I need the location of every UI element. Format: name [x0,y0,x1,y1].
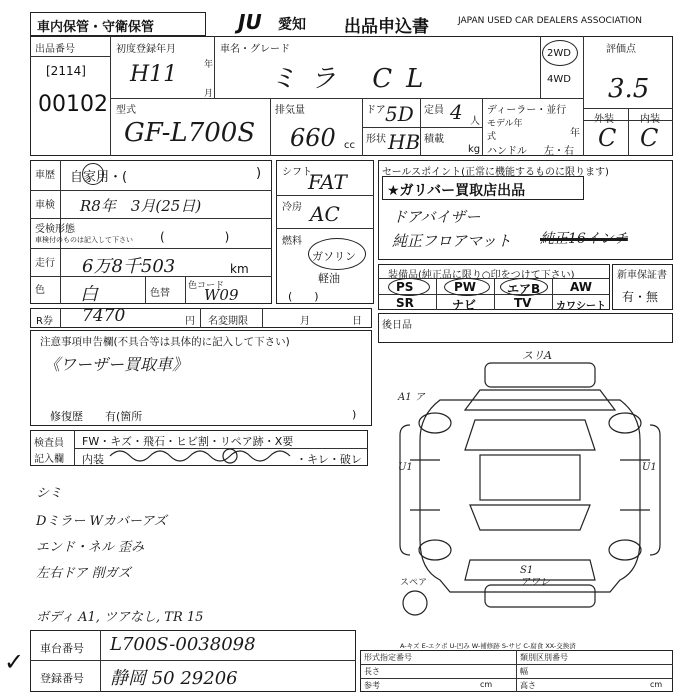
name-change-month: 月 [300,316,310,327]
equipment-item: ナビ [452,298,477,312]
inspector-label1: 検査員 [34,438,64,449]
shape-cert-label: 形式指定番号 [364,653,412,662]
sales-banner [382,176,584,200]
mileage-label: 走行 [35,258,55,269]
model-value: GF-L700S [124,118,256,148]
ju-logo-text: JU [238,10,262,34]
registration-value: 静岡 50 29206 [110,668,238,689]
storage-box [30,12,206,36]
exterior-label: 外装 [594,114,614,125]
mark-top: スリA [522,349,552,362]
equipment-item: PS [396,280,414,294]
mark-side-right: U1 [642,462,657,473]
repair-label: 修復歴 有(箇所 [50,410,143,423]
history-label: 車歴 [35,170,55,181]
history-value: 自家用・( [70,170,128,185]
equipment-item: SR [396,296,414,310]
sales-point-label: セールスポイント(正常に機能するものに限ります) [382,167,609,178]
english-name: JAPAN USED CAR DEALERS ASSOCIATION [458,16,642,26]
exterior-value: C [598,124,617,152]
capacity-value: 4 [450,100,463,124]
rating-value: 3.5 [608,74,650,104]
year-mark: 年 [204,60,214,70]
chassis-value: L700S-0038098 [110,634,256,655]
damage-legend: A-キズ E-エクボ U-凹み W-補修跡 S-サビ C-腐食 XX-交換済 [400,642,576,650]
equipment-item: カワシート [556,301,606,312]
handle-opts: 左・右 [544,146,574,157]
rating-label: 評価点 [606,44,636,55]
sales-struck: 純正16インチ [540,231,628,247]
length-label: 長さ [364,667,380,676]
equipment-item: PW [454,280,477,294]
fuel-paren: ( ) [288,290,319,303]
month-mark: 月 [204,89,214,99]
inspection-label: 車検 [35,200,55,211]
shift-value: FAT [308,170,347,194]
drive-2wd: 2WD [547,48,571,59]
after-fit-label: 後日品 [382,320,412,331]
mark-bottom1: S1 [520,565,534,576]
chassis-label: 車台番号 [40,642,84,655]
history-circle [82,163,104,185]
equip-circle [500,278,548,296]
receiving-label: 受検形態 [35,224,75,235]
equipment-label: 装備品(純正品に限り○印をつけて下さい) [388,270,575,281]
payload-label: 積載 [424,134,444,145]
interior-value: C [640,124,659,152]
history-close: ) [256,166,262,181]
drive-4wd: 4WD [547,74,571,85]
color-code-label: 色コード [188,281,225,291]
cm-label-2: cm [650,680,663,689]
receiving-paren: ( ) [160,230,230,244]
inspector-row1: FW・キズ・飛石・ヒビ割・リペア跡・X要 [82,435,294,448]
fuel-value1: ガソリン [312,250,356,263]
ref-label-1: 参考 [364,681,380,690]
remarks-area [30,470,372,630]
equipment-item: エアB [507,282,541,296]
first-reg-value: H11 [130,62,178,87]
equip-circle [444,278,490,296]
handle-label: ハンドル [487,146,527,157]
model-label: 型式 [116,105,136,116]
recycle-label: R券 [36,316,53,327]
shift-label: シフト [282,167,312,178]
mileage-value: 6万8千503 [82,256,176,277]
class-no-label: 類別区別番号 [520,653,568,662]
color-value: 白 [80,284,98,305]
shape-value: HB [388,130,421,154]
mileage-unit: km [230,262,249,276]
dealer-label: ディーラー・並行 [487,105,567,116]
kg-label: kg [468,144,481,155]
displacement-label: 排気量 [275,105,305,116]
mark-bottom2: アワレ [520,577,550,588]
mark-side-left: U1 [398,462,413,473]
assoc-name: 愛知 [278,17,306,33]
notes-value: 《ワーザー買取車》 [44,355,189,374]
remark-line: ボディ A1, ツアなし, TR 15 [36,610,204,625]
lot-prefix: [2114] [46,64,86,78]
lot-no-value: 00102 [38,92,108,117]
lot-no-label: 出品番号 [35,44,75,55]
cc-label: cc [344,140,355,151]
notes-label: 注意事項申告欄(不具合等は具体的に記入して下さい) [40,336,290,348]
drive-circle [542,40,578,66]
name-change-label: 名変期限 [208,316,248,327]
warranty-opts: 有・無 [622,290,659,304]
equip-circle [388,278,430,296]
mark-left: A1 ア [398,392,425,403]
after-fit-block [378,313,673,343]
equipment-item: TV [514,296,532,310]
capacity-label: 定員 [424,105,444,116]
person-label: 人 [470,116,480,127]
model-year-unit: 年 [570,128,580,139]
inspector-scribble [108,446,294,466]
remark-line: 左右ドア 削ガズ [36,566,131,581]
color-change-label: 色替 [150,288,170,299]
car-name-value: ミラ CL [270,64,438,94]
name-change-day: 日 [352,316,362,327]
spare-label: スペア [400,578,428,588]
model-year-label: モデル年式 [487,119,523,142]
doors-label: ドア [366,105,386,116]
color-label: 色 [35,285,45,296]
fuel-circle [308,238,366,270]
doors-value: 5D [385,102,414,126]
displacement-value: 660 [290,124,336,152]
check-mark: ✓ [4,648,25,676]
height-label: 高さ [520,681,536,690]
sales-line1: ドアバイザー [392,208,481,226]
ju-logo [238,10,278,34]
remark-line: エンド・ネル 歪み [36,540,145,555]
registration-label: 登録番号 [40,672,84,685]
inspection-value: R8年 3月(25日) [80,197,202,215]
repair-close: ) [352,408,357,421]
remark-line: シミ [36,486,63,501]
cm-label-1: cm [480,680,493,689]
cooling-label: 冷房 [282,202,302,213]
car-name-label: 車名・グレード [220,44,290,55]
interior-label: 内装 [640,114,660,125]
fuel-label: 燃料 [282,236,302,247]
inspector-row2: ・キレ・破レ [296,453,362,466]
first-reg-label: 初度登録年月 [116,44,176,55]
fuel-value2: 軽油 [318,272,340,285]
equipment-item: AW [570,280,592,294]
form-title: 出品申込書 [344,17,429,37]
width-label: 幅 [520,667,528,676]
sales-line2: 純正フロアマット [392,232,512,250]
receiving-note: 車検付のものは記入して下さい [35,236,133,244]
color-code-value: W09 [204,286,239,304]
shape-label: 形状 [366,134,386,145]
car-diagram [380,345,680,620]
recycle-value: 7470 [82,306,126,326]
recycle-yen: 円 [185,316,195,327]
sales-banner-text: ★ガリバー買取店出品 [387,183,526,199]
remark-line: Dミラー Wカバーアズ [36,514,167,529]
inspector-row2-label: 内装 [82,453,104,466]
warranty-label: 新車保証書 [617,270,667,281]
storage-text: 車内保管・守衛保管 [37,20,155,35]
inspector-label2: 記入欄 [34,454,64,465]
cooling-value: AC [310,202,340,226]
